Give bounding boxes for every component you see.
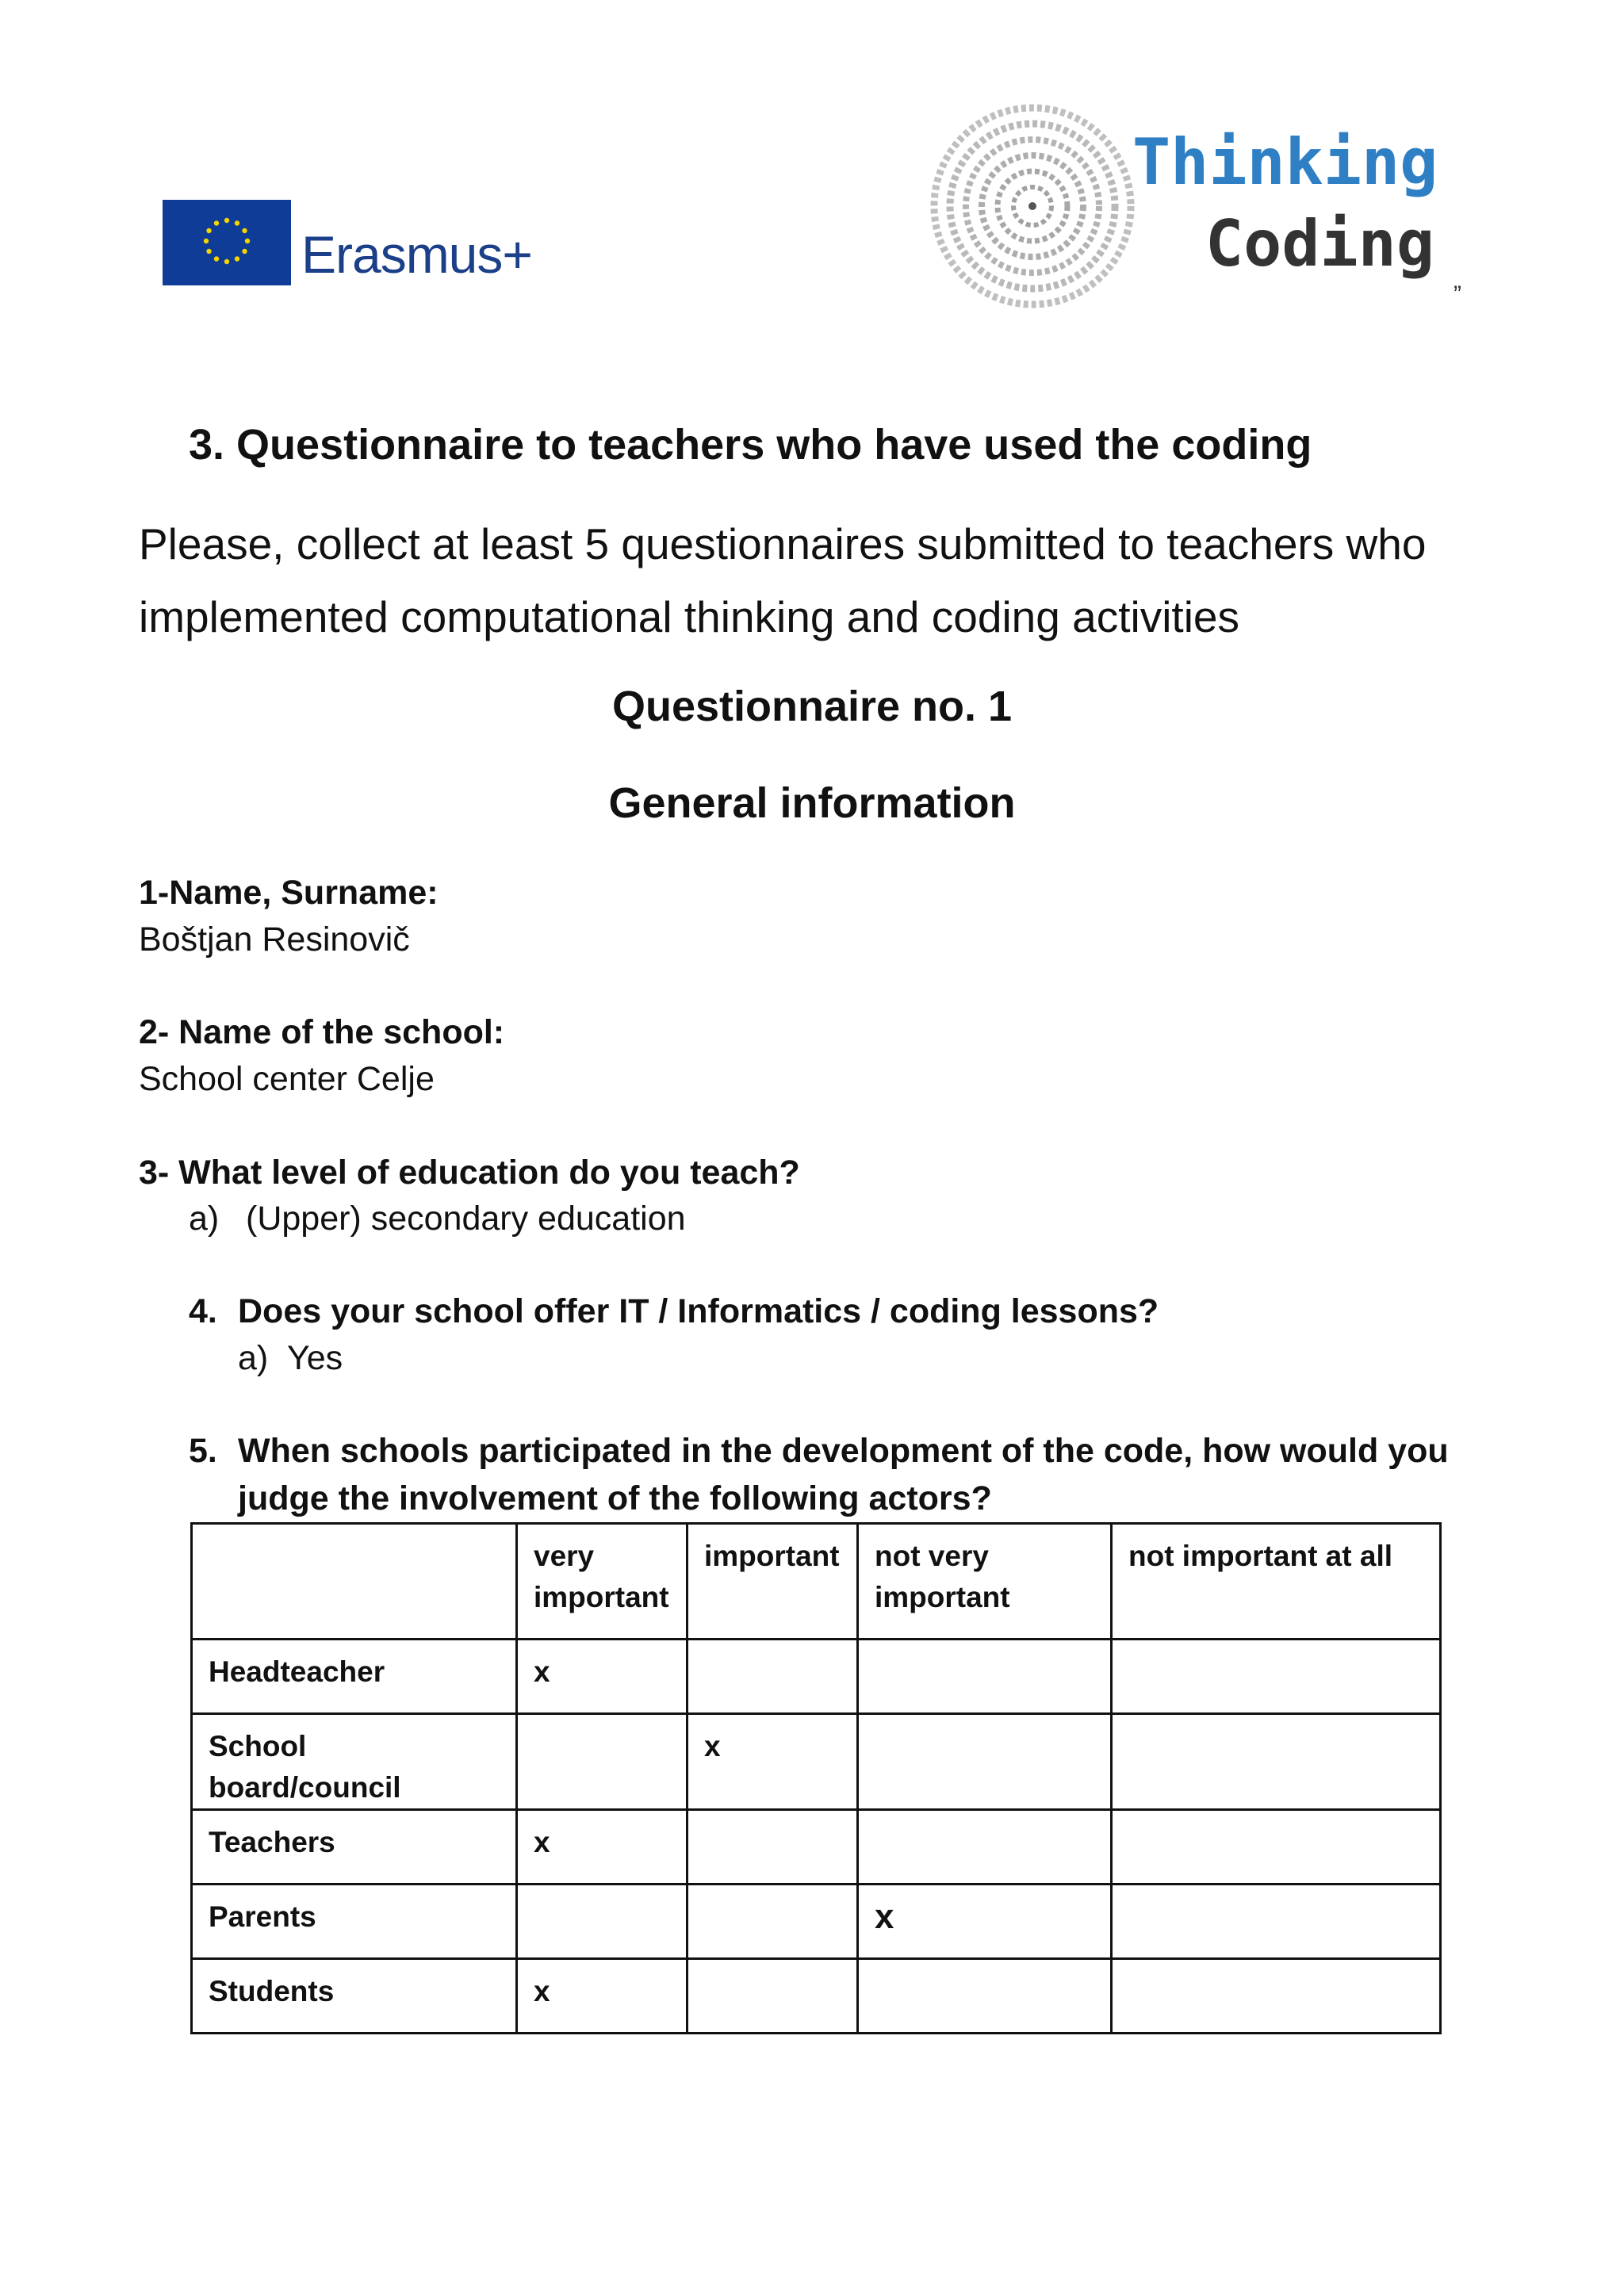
q1-answer: Boštjan Resinovič — [139, 920, 410, 959]
mark-cell: x — [688, 1714, 858, 1810]
q4-question: Does your school offer IT / Informatics / coding lessons? — [238, 1292, 1159, 1330]
table-row — [192, 1640, 1441, 1714]
table-row — [192, 1885, 1441, 1959]
logo-thinking-text: Thinking — [1132, 125, 1438, 199]
logo-coding-text: Coding — [1205, 207, 1434, 281]
q3-answer-letter: a) — [189, 1200, 220, 1238]
actor-involvement-table — [190, 1522, 1442, 2034]
q1-question: 1-Name, Surname: — [139, 874, 439, 912]
mark-cell: x — [517, 1959, 688, 2034]
actor-name: Headteacher — [192, 1640, 517, 1714]
section-title: 3. Questionnaire to teachers who have used the coding — [189, 421, 1312, 469]
header-very-important: very important — [517, 1524, 688, 1640]
header-important: important — [688, 1524, 858, 1640]
intro-line-2: implemented computational thinking and coding activities — [139, 592, 1240, 641]
general-information-heading: General information — [608, 779, 1016, 827]
mark-cell: x — [517, 1640, 688, 1714]
actor-name: Teachers — [192, 1810, 517, 1885]
questionnaire-number: Questionnaire no. 1 — [611, 683, 1013, 730]
table-row — [192, 1714, 1441, 1810]
q3-question: 3- What level of education do you teach? — [139, 1154, 800, 1192]
mark-cell — [1112, 1810, 1441, 1885]
mark-cell — [1112, 1640, 1441, 1714]
q4-answer-letter: a) — [238, 1339, 269, 1377]
mark-cell — [688, 1885, 858, 1959]
eu-flag-icon — [163, 200, 291, 285]
mark-cell — [688, 1810, 858, 1885]
mark-cell — [517, 1714, 688, 1810]
table-row — [192, 1810, 1441, 1885]
intro-line-1: Please, collect at least 5 questionnaires submitted to teachers who — [139, 519, 1427, 568]
table-header-row — [192, 1524, 1441, 1640]
q3-answer: (Upper) secondary education — [246, 1200, 686, 1238]
mark-cell — [688, 1959, 858, 2034]
header-not-very-important: not very important — [858, 1524, 1112, 1640]
table-row — [192, 1959, 1441, 2034]
mark-cell — [858, 1959, 1112, 2034]
q5-question-line-2: judge the involvement of the following actors? — [238, 1479, 992, 1517]
q2-question: 2- Name of the school: — [139, 1013, 505, 1051]
q5-number: 5. — [189, 1432, 217, 1470]
binary-spiral-icon — [928, 101, 1138, 312]
actor-name: Students — [192, 1959, 517, 2034]
mark-cell — [858, 1714, 1112, 1810]
actor-name: School board/council — [192, 1714, 517, 1810]
erasmus-logo-text: Erasmus+ — [301, 225, 532, 284]
mark-cell — [1112, 1959, 1441, 2034]
mark-cell — [688, 1640, 858, 1714]
mark-cell — [1112, 1885, 1441, 1959]
intro-paragraph — [139, 507, 1487, 653]
q2-answer: School center Celje — [139, 1060, 435, 1098]
q4-number: 4. — [189, 1292, 217, 1330]
header-not-important-at-all: not important at all — [1112, 1524, 1441, 1640]
mark-cell — [1112, 1714, 1441, 1810]
header-cell-empty — [192, 1524, 517, 1640]
mark-cell — [858, 1810, 1112, 1885]
stray-quote-mark: ” — [1454, 281, 1461, 308]
q4-answer: Yes — [287, 1339, 343, 1377]
mark-cell — [517, 1885, 688, 1959]
actor-name: Parents — [192, 1885, 517, 1959]
q5-question-line-1: When schools participated in the development of the code, how would you — [238, 1432, 1449, 1470]
mark-cell: x — [517, 1810, 688, 1885]
mark-cell — [858, 1640, 1112, 1714]
mark-cell: x — [858, 1885, 1112, 1959]
